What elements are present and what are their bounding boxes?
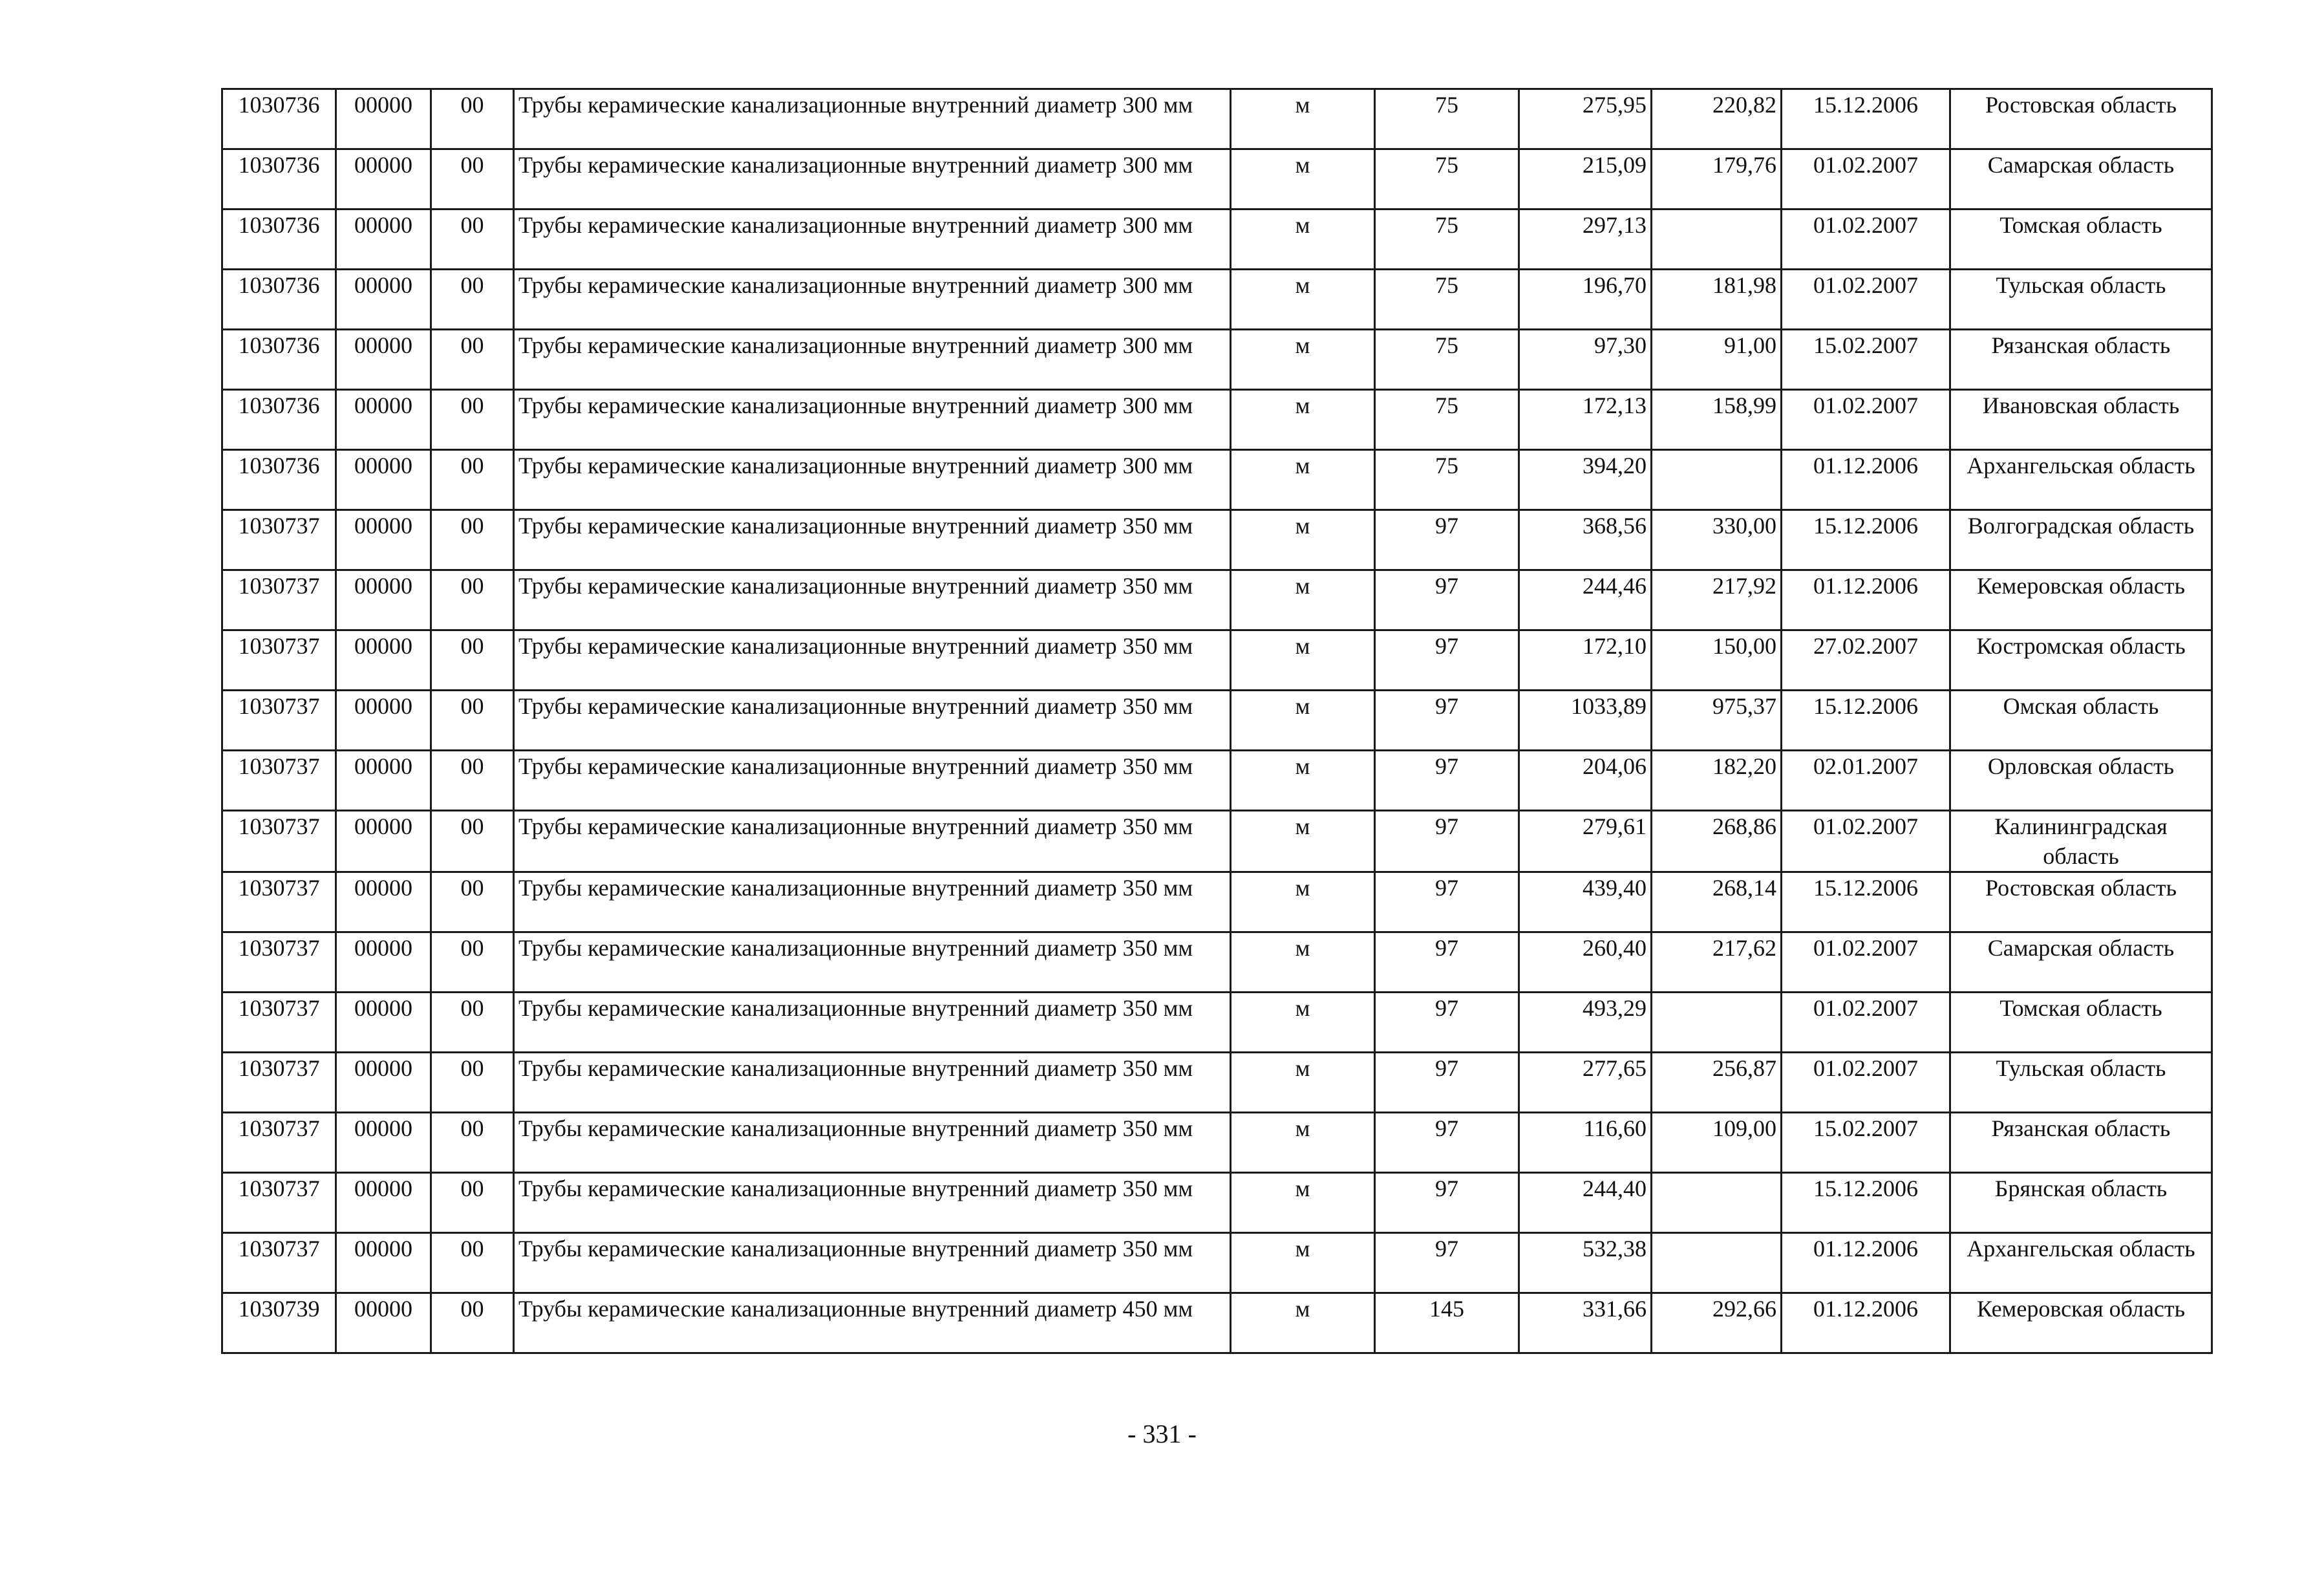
cell-region: Тульская область: [1950, 1053, 2212, 1113]
cell-unit: м: [1231, 330, 1375, 390]
cell-code: 1030736: [222, 270, 336, 330]
cell-price-2: 217,62: [1652, 932, 1782, 993]
price-table: [221, 88, 2213, 1354]
table-row: [222, 691, 2212, 751]
cell-subcode-2: 00: [431, 209, 514, 270]
cell-code: 1030737: [222, 811, 336, 872]
table-row: [222, 1233, 2212, 1293]
cell-price-2: [1652, 209, 1782, 270]
cell-date: 01.02.2007: [1782, 390, 1950, 450]
cell-region: Томская область: [1950, 993, 2212, 1053]
cell-price-1: 196,70: [1519, 270, 1652, 330]
cell-subcode-2: 00: [431, 993, 514, 1053]
cell-quantity: 75: [1375, 450, 1519, 510]
table-row: [222, 149, 2212, 209]
cell-name: Трубы керамические канализационные внутренний диаметр 300 мм: [514, 209, 1231, 270]
table-row: [222, 1293, 2212, 1353]
page-number: - 331 -: [1127, 1419, 1197, 1448]
cell-code: 1030736: [222, 330, 336, 390]
cell-date: 15.12.2006: [1782, 1173, 1950, 1233]
cell-subcode-2: 00: [431, 450, 514, 510]
cell-name: Трубы керамические канализационные внутренний диаметр 350 мм: [514, 1173, 1231, 1233]
table-row: [222, 510, 2212, 570]
cell-subcode-2: 00: [431, 149, 514, 209]
cell-subcode-1: 00000: [336, 1173, 431, 1233]
cell-unit: м: [1231, 1173, 1375, 1233]
cell-price-2: 179,76: [1652, 149, 1782, 209]
cell-region: Ростовская область: [1950, 89, 2212, 149]
cell-price-2: 330,00: [1652, 510, 1782, 570]
cell-price-2: 975,37: [1652, 691, 1782, 751]
cell-code: 1030737: [222, 872, 336, 932]
cell-subcode-1: 00000: [336, 510, 431, 570]
cell-code: 1030737: [222, 630, 336, 691]
cell-subcode-1: 00000: [336, 811, 431, 872]
cell-quantity: 75: [1375, 209, 1519, 270]
cell-date: 01.12.2006: [1782, 570, 1950, 630]
cell-date: 01.02.2007: [1782, 993, 1950, 1053]
cell-price-2: [1652, 1233, 1782, 1293]
cell-subcode-2: 00: [431, 932, 514, 993]
cell-subcode-1: 00000: [336, 691, 431, 751]
cell-name: Трубы керамические канализационные внутренний диаметр 350 мм: [514, 630, 1231, 691]
cell-unit: м: [1231, 390, 1375, 450]
cell-date: 01.02.2007: [1782, 209, 1950, 270]
cell-subcode-2: 00: [431, 89, 514, 149]
cell-price-1: 439,40: [1519, 872, 1652, 932]
cell-region: Рязанская область: [1950, 1113, 2212, 1173]
cell-region: Омская область: [1950, 691, 2212, 751]
cell-date: 01.12.2006: [1782, 1293, 1950, 1353]
cell-subcode-2: 00: [431, 751, 514, 811]
table-row: [222, 1173, 2212, 1233]
cell-price-2: 256,87: [1652, 1053, 1782, 1113]
cell-unit: м: [1231, 1293, 1375, 1353]
cell-code: 1030737: [222, 1173, 336, 1233]
cell-price-2: 150,00: [1652, 630, 1782, 691]
cell-subcode-1: 00000: [336, 1113, 431, 1173]
table-row: [222, 751, 2212, 811]
cell-name: Трубы керамические канализационные внутренний диаметр 350 мм: [514, 993, 1231, 1053]
cell-quantity: 97: [1375, 751, 1519, 811]
cell-price-1: 1033,89: [1519, 691, 1652, 751]
cell-date: 15.12.2006: [1782, 510, 1950, 570]
cell-name: Трубы керамические канализационные внутренний диаметр 350 мм: [514, 932, 1231, 993]
cell-price-2: 220,82: [1652, 89, 1782, 149]
cell-quantity: 97: [1375, 630, 1519, 691]
cell-price-1: 275,95: [1519, 89, 1652, 149]
cell-subcode-2: 00: [431, 570, 514, 630]
cell-code: 1030737: [222, 691, 336, 751]
cell-subcode-1: 00000: [336, 270, 431, 330]
table-row: [222, 1053, 2212, 1113]
cell-subcode-1: 00000: [336, 330, 431, 390]
cell-unit: м: [1231, 932, 1375, 993]
cell-price-1: 244,40: [1519, 1173, 1652, 1233]
cell-price-1: 244,46: [1519, 570, 1652, 630]
cell-subcode-2: 00: [431, 872, 514, 932]
cell-date: 01.02.2007: [1782, 811, 1950, 872]
cell-price-2: 109,00: [1652, 1113, 1782, 1173]
cell-date: 01.02.2007: [1782, 1053, 1950, 1113]
cell-subcode-2: 00: [431, 510, 514, 570]
cell-subcode-2: 00: [431, 691, 514, 751]
cell-code: 1030736: [222, 149, 336, 209]
cell-date: 15.02.2007: [1782, 330, 1950, 390]
cell-price-1: 97,30: [1519, 330, 1652, 390]
cell-region: Архангельская область: [1950, 1233, 2212, 1293]
cell-quantity: 97: [1375, 993, 1519, 1053]
cell-price-2: 158,99: [1652, 390, 1782, 450]
cell-name: Трубы керамические канализационные внутренний диаметр 350 мм: [514, 691, 1231, 751]
cell-price-2: [1652, 1173, 1782, 1233]
cell-price-2: 268,86: [1652, 811, 1782, 872]
cell-price-2: 182,20: [1652, 751, 1782, 811]
cell-quantity: 97: [1375, 1053, 1519, 1113]
cell-region: Самарская область: [1950, 149, 2212, 209]
cell-subcode-1: 00000: [336, 993, 431, 1053]
cell-date: 01.12.2006: [1782, 1233, 1950, 1293]
cell-quantity: 97: [1375, 872, 1519, 932]
cell-quantity: 97: [1375, 811, 1519, 872]
cell-quantity: 97: [1375, 932, 1519, 993]
cell-name: Трубы керамические канализационные внутренний диаметр 350 мм: [514, 872, 1231, 932]
cell-subcode-1: 00000: [336, 570, 431, 630]
cell-unit: м: [1231, 1233, 1375, 1293]
cell-code: 1030737: [222, 932, 336, 993]
cell-region: Самарская область: [1950, 932, 2212, 993]
cell-unit: м: [1231, 89, 1375, 149]
cell-price-1: 277,65: [1519, 1053, 1652, 1113]
cell-name: Трубы керамические канализационные внутренний диаметр 350 мм: [514, 1113, 1231, 1173]
cell-unit: м: [1231, 872, 1375, 932]
cell-quantity: 97: [1375, 510, 1519, 570]
cell-price-1: 493,29: [1519, 993, 1652, 1053]
cell-subcode-1: 00000: [336, 89, 431, 149]
table-row: [222, 630, 2212, 691]
cell-quantity: 75: [1375, 270, 1519, 330]
cell-region: Ивановская область: [1950, 390, 2212, 450]
cell-code: 1030737: [222, 1053, 336, 1113]
table-row: [222, 872, 2212, 932]
cell-code: 1030737: [222, 1233, 336, 1293]
cell-price-1: 172,10: [1519, 630, 1652, 691]
cell-price-2: 268,14: [1652, 872, 1782, 932]
cell-region: Ростовская область: [1950, 872, 2212, 932]
cell-subcode-1: 00000: [336, 932, 431, 993]
cell-date: 15.02.2007: [1782, 1113, 1950, 1173]
cell-region: Волгоградская область: [1950, 510, 2212, 570]
cell-unit: м: [1231, 811, 1375, 872]
cell-name: Трубы керамические канализационные внутренний диаметр 300 мм: [514, 149, 1231, 209]
cell-price-1: 532,38: [1519, 1233, 1652, 1293]
cell-date: 15.12.2006: [1782, 89, 1950, 149]
cell-quantity: 97: [1375, 1173, 1519, 1233]
cell-price-2: 91,00: [1652, 330, 1782, 390]
table-row: [222, 330, 2212, 390]
cell-name: Трубы керамические канализационные внутренний диаметр 450 мм: [514, 1293, 1231, 1353]
cell-code: 1030739: [222, 1293, 336, 1353]
cell-code: 1030737: [222, 570, 336, 630]
table-row: [222, 209, 2212, 270]
cell-subcode-1: 00000: [336, 390, 431, 450]
table-row: [222, 811, 2212, 872]
cell-subcode-1: 00000: [336, 149, 431, 209]
cell-subcode-2: 00: [431, 330, 514, 390]
cell-quantity: 75: [1375, 149, 1519, 209]
cell-quantity: 97: [1375, 570, 1519, 630]
cell-code: 1030737: [222, 993, 336, 1053]
table-row: [222, 270, 2212, 330]
cell-name: Трубы керамические канализационные внутренний диаметр 350 мм: [514, 570, 1231, 630]
cell-date: 15.12.2006: [1782, 691, 1950, 751]
cell-price-1: 204,06: [1519, 751, 1652, 811]
cell-price-1: 260,40: [1519, 932, 1652, 993]
cell-name: Трубы керамические канализационные внутренний диаметр 350 мм: [514, 811, 1231, 872]
cell-unit: м: [1231, 450, 1375, 510]
cell-unit: м: [1231, 751, 1375, 811]
cell-date: 27.02.2007: [1782, 630, 1950, 691]
cell-unit: м: [1231, 149, 1375, 209]
cell-code: 1030736: [222, 390, 336, 450]
table-row: [222, 570, 2212, 630]
cell-price-1: 172,13: [1519, 390, 1652, 450]
cell-quantity: 97: [1375, 1233, 1519, 1293]
cell-region: Рязанская область: [1950, 330, 2212, 390]
cell-subcode-2: 00: [431, 1113, 514, 1173]
cell-subcode-1: 00000: [336, 1293, 431, 1353]
cell-unit: м: [1231, 691, 1375, 751]
table-row: [222, 89, 2212, 149]
cell-subcode-2: 00: [431, 811, 514, 872]
cell-subcode-1: 00000: [336, 450, 431, 510]
cell-subcode-1: 00000: [336, 1233, 431, 1293]
cell-region: Тульская область: [1950, 270, 2212, 330]
cell-region: Костромская область: [1950, 630, 2212, 691]
cell-quantity: 97: [1375, 691, 1519, 751]
cell-region: Кемеровская область: [1950, 570, 2212, 630]
cell-price-1: 279,61: [1519, 811, 1652, 872]
table-row: [222, 1113, 2212, 1173]
cell-price-2: 292,66: [1652, 1293, 1782, 1353]
cell-unit: м: [1231, 510, 1375, 570]
cell-code: 1030737: [222, 1113, 336, 1173]
cell-name: Трубы керамические канализационные внутренний диаметр 300 мм: [514, 89, 1231, 149]
cell-price-2: 181,98: [1652, 270, 1782, 330]
cell-date: 15.12.2006: [1782, 872, 1950, 932]
cell-name: Трубы керамические канализационные внутренний диаметр 350 мм: [514, 510, 1231, 570]
table-row: [222, 390, 2212, 450]
cell-name: Трубы керамические канализационные внутренний диаметр 350 мм: [514, 1053, 1231, 1113]
cell-unit: м: [1231, 570, 1375, 630]
cell-code: 1030737: [222, 751, 336, 811]
cell-quantity: 97: [1375, 1113, 1519, 1173]
cell-region: Томская область: [1950, 209, 2212, 270]
cell-date: 01.12.2006: [1782, 450, 1950, 510]
table-row: [222, 932, 2212, 993]
cell-date: 01.02.2007: [1782, 149, 1950, 209]
cell-code: 1030737: [222, 510, 336, 570]
cell-price-1: 297,13: [1519, 209, 1652, 270]
cell-code: 1030736: [222, 209, 336, 270]
cell-quantity: 75: [1375, 89, 1519, 149]
cell-unit: м: [1231, 270, 1375, 330]
table-row: [222, 993, 2212, 1053]
cell-price-2: [1652, 993, 1782, 1053]
cell-subcode-1: 00000: [336, 209, 431, 270]
cell-subcode-1: 00000: [336, 1053, 431, 1113]
cell-unit: м: [1231, 993, 1375, 1053]
cell-price-1: 215,09: [1519, 149, 1652, 209]
table-body: [222, 89, 2212, 1353]
cell-subcode-1: 00000: [336, 751, 431, 811]
cell-price-1: 331,66: [1519, 1293, 1652, 1353]
cell-unit: м: [1231, 209, 1375, 270]
cell-subcode-2: 00: [431, 630, 514, 691]
cell-subcode-1: 00000: [336, 630, 431, 691]
cell-price-1: 116,60: [1519, 1113, 1652, 1173]
cell-region: Кемеровская область: [1950, 1293, 2212, 1353]
cell-region: Калининградская область: [1950, 811, 2212, 872]
cell-code: 1030736: [222, 450, 336, 510]
cell-name: Трубы керамические канализационные внутренний диаметр 350 мм: [514, 751, 1231, 811]
cell-region: Орловская область: [1950, 751, 2212, 811]
cell-name: Трубы керамические канализационные внутренний диаметр 350 мм: [514, 1233, 1231, 1293]
cell-code: 1030736: [222, 89, 336, 149]
cell-price-2: [1652, 450, 1782, 510]
cell-subcode-2: 00: [431, 1293, 514, 1353]
cell-subcode-2: 00: [431, 1173, 514, 1233]
cell-quantity: 75: [1375, 330, 1519, 390]
cell-name: Трубы керамические канализационные внутренний диаметр 300 мм: [514, 390, 1231, 450]
cell-subcode-2: 00: [431, 1053, 514, 1113]
cell-name: Трубы керамические канализационные внутренний диаметр 300 мм: [514, 450, 1231, 510]
cell-region: Архангельская область: [1950, 450, 2212, 510]
cell-subcode-2: 00: [431, 390, 514, 450]
cell-name: Трубы керамические канализационные внутренний диаметр 300 мм: [514, 270, 1231, 330]
cell-price-1: 368,56: [1519, 510, 1652, 570]
cell-subcode-1: 00000: [336, 872, 431, 932]
cell-price-1: 394,20: [1519, 450, 1652, 510]
cell-region: Брянская область: [1950, 1173, 2212, 1233]
cell-date: 02.01.2007: [1782, 751, 1950, 811]
cell-unit: м: [1231, 1113, 1375, 1173]
cell-name: Трубы керамические канализационные внутренний диаметр 300 мм: [514, 330, 1231, 390]
table-row: [222, 450, 2212, 510]
cell-quantity: 75: [1375, 390, 1519, 450]
cell-unit: м: [1231, 630, 1375, 691]
cell-date: 01.02.2007: [1782, 932, 1950, 993]
cell-quantity: 145: [1375, 1293, 1519, 1353]
cell-subcode-2: 00: [431, 1233, 514, 1293]
cell-unit: м: [1231, 1053, 1375, 1113]
cell-date: 01.02.2007: [1782, 270, 1950, 330]
cell-price-2: 217,92: [1652, 570, 1782, 630]
cell-subcode-2: 00: [431, 270, 514, 330]
